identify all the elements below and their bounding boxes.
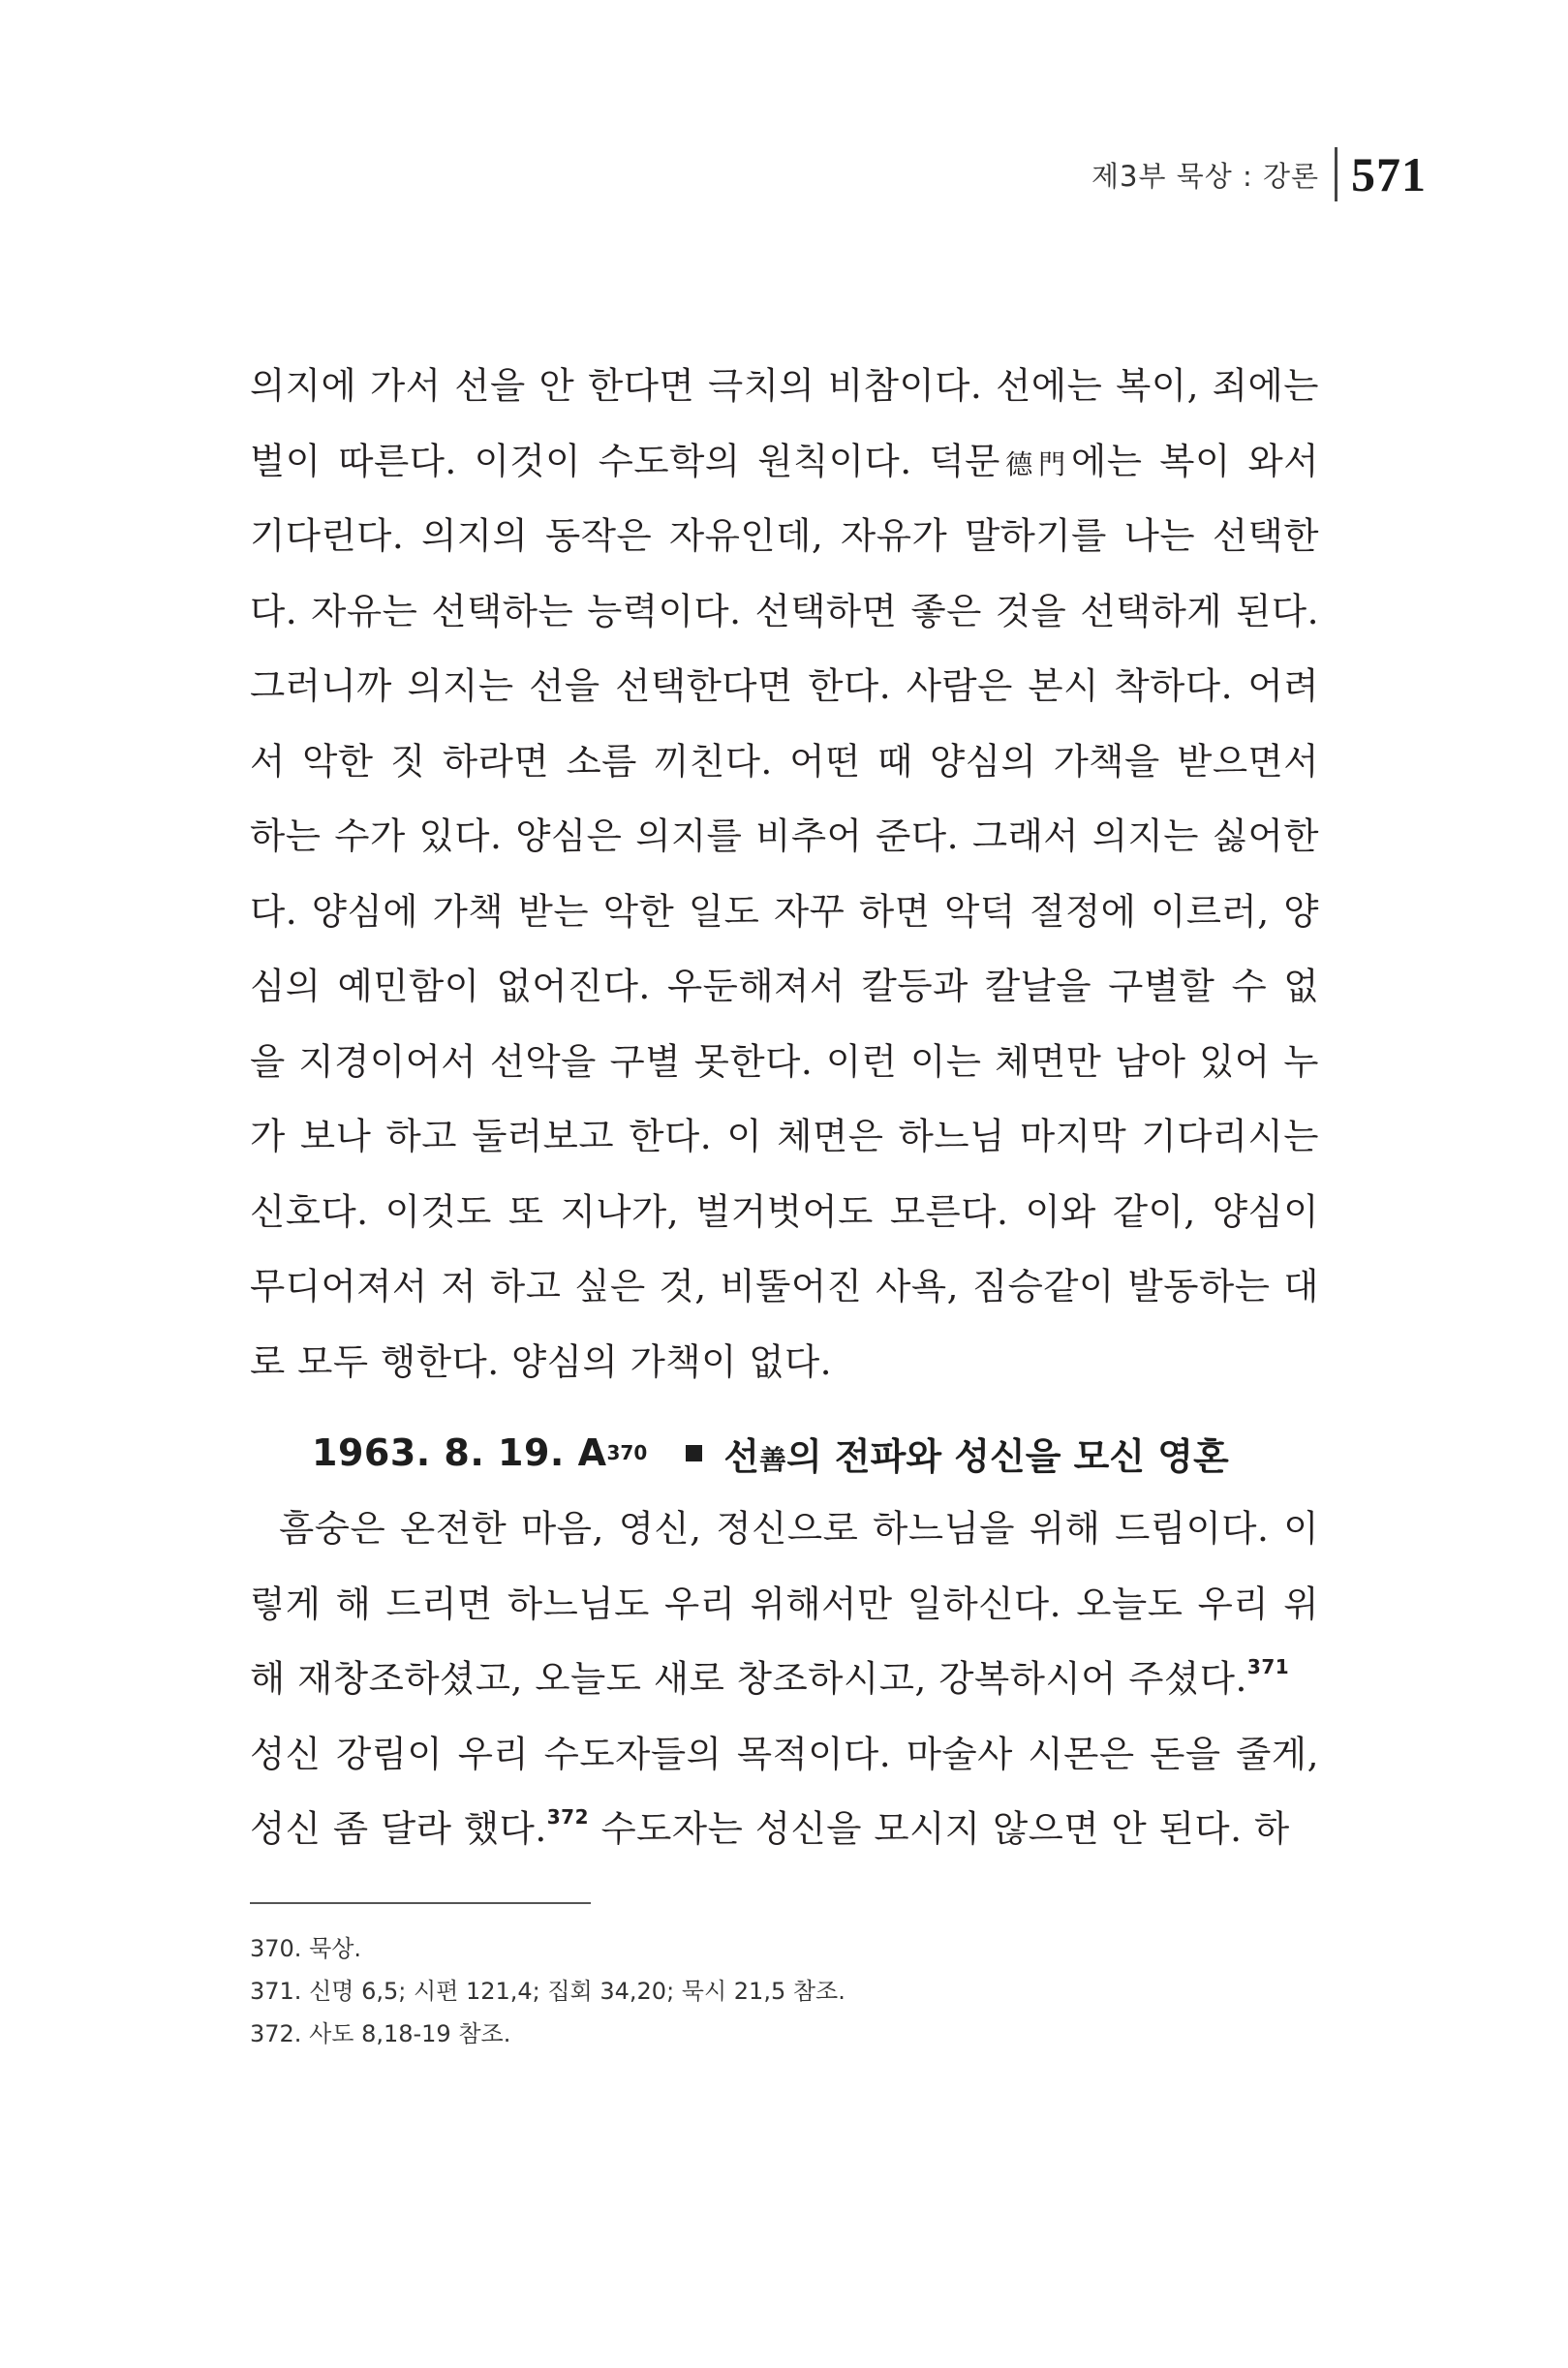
text-line: 해 재창조하셨고, 오늘도 새로 창조하시고, 강복하시어 주셨다.$^{371}$ bbox=[250, 1655, 1290, 1700]
part-title: 제3부 묵상 : 강론 bbox=[1091, 159, 1319, 193]
footnote-ref-372[interactable]: 372 bbox=[546, 1805, 590, 1829]
text-line: 성신 강림이 우리 수도자들의 목적이다. 마술사 시몬은 돈을 줄게, bbox=[250, 1732, 1319, 1775]
text-line: 가 보나 하고 둘러보고 한다. 이 체면은 하느님 마지막 기다리시는 bbox=[250, 1115, 1319, 1157]
hanja-gloss: 德門 bbox=[999, 447, 1072, 480]
text-line: 흠숭은 온전한 마음, 영신, 정신으로 하느님을 위해 드림이다. 이 bbox=[279, 1507, 1319, 1550]
text-line: 기다린다. 의지의 동작은 자유인데, 자유가 말하기를 나는 선택한 bbox=[250, 514, 1319, 557]
page-number: 571 bbox=[1351, 147, 1427, 201]
text-line: 하는 수가 있다. 양심은 의지를 비추어 준다. 그래서 의지는 싫어한 bbox=[250, 815, 1319, 857]
paragraph-1 bbox=[250, 349, 1319, 1399]
text-line: 다. 양심에 가책 받는 악한 일도 자꾸 하면 악덕 절정에 이르러, 양 bbox=[250, 889, 1319, 933]
paragraph-2 bbox=[250, 1492, 1319, 1867]
text-line: 의지에 가서 선을 안 한다면 극치의 비참이다. 선에는 복이, 죄에는 bbox=[250, 364, 1319, 407]
footnote-ref-371[interactable]: 371 bbox=[1246, 1655, 1290, 1678]
text-line: 로 모두 행한다. 양심의 가책이 없다. bbox=[250, 1339, 833, 1383]
section-date: 1963. 8. 19. A bbox=[312, 1431, 607, 1474]
running-head bbox=[1091, 145, 1427, 203]
text-line: 그러니까 의지는 선을 선택한다면 한다. 사람은 본시 착하다. 어려 bbox=[250, 664, 1319, 707]
footnote-372: 372. 사도 8,18-19 참조. bbox=[250, 2020, 511, 2047]
text-line: 벌이 따른다. 이것이 수도학의 원칙이다. 덕문德門에는 복이 와서 bbox=[250, 439, 1319, 482]
text-line: 서 악한 짓 하라면 소름 끼친다. 어떤 때 양심의 가책을 받으면서 bbox=[250, 739, 1319, 783]
text-line: 성신 좀 달라 했다.$^{372}$ 수도자는 성신을 모시지 않으면 안 된다. 하 bbox=[250, 1805, 1290, 1850]
text-line: 렇게 해 드리면 하느님도 우리 위해서만 일하신다. 오늘도 우리 위 bbox=[250, 1582, 1319, 1625]
footnote-370: 370. 묵상. bbox=[250, 1935, 362, 1962]
footnote-371: 371. 신명 6,5; 시편 121,4; 집회 34,20; 묵시 21,5 참조. bbox=[250, 1978, 845, 2005]
text-line: 다. 자유는 선택하는 능력이다. 선택하면 좋은 것을 선택하게 된다. bbox=[250, 589, 1319, 632]
footnote-divider bbox=[250, 1902, 591, 1904]
square-bullet-icon bbox=[686, 1445, 702, 1461]
text-line: 을 지경이어서 선악을 구별 못한다. 이런 이는 체면만 남아 있어 누 bbox=[250, 1039, 1319, 1083]
footnotes bbox=[250, 1927, 1319, 2055]
section-title: 선善의 전파와 성신을 모신 영혼 bbox=[723, 1434, 1229, 1478]
text-line: 심의 예민함이 없어진다. 우둔해져서 칼등과 칼날을 구별할 수 없 bbox=[250, 965, 1319, 1007]
text-line: 무디어져서 저 하고 싶은 것, 비뚤어진 사욕, 짐승같이 발동하는 대 bbox=[250, 1265, 1319, 1307]
header-divider bbox=[1335, 147, 1337, 201]
section-heading: 1963. 8. 19. A 370 선善의 전파와 성신을 모신 영혼 bbox=[312, 1419, 1229, 1487]
text-line: 신호다. 이것도 또 지나가, 벌거벗어도 모른다. 이와 같이, 양심이 bbox=[250, 1189, 1319, 1233]
